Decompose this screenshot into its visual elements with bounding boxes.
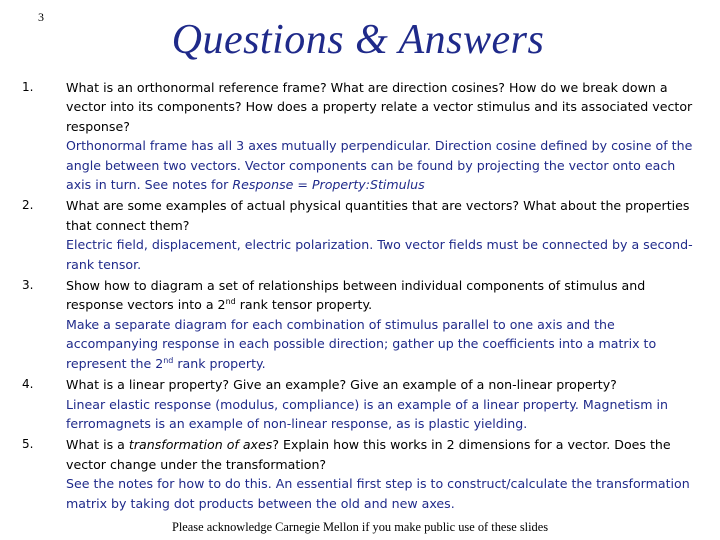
item-number: 5. — [22, 437, 34, 452]
qa-item-3 — [22, 276, 700, 373]
qa-item-5 — [22, 435, 700, 513]
answer-text: Linear elastic response (modulus, compliance) is an example of a linear property. Magnetism in ferromagnets is an example of non-linear response, as is plastic yielding. — [66, 396, 668, 431]
question-text: Show how to diagram a set of relationships between individual components of stimulus and response vectors into a 2nd rank tensor property. — [66, 278, 646, 313]
answer-text: Make a separate diagram for each combination of stimulus parallel to one axis and the accompanying response in each possible direction; gather up the coefficients into a matrix to represent the 2nd rank property. — [66, 316, 657, 371]
question-text: What is an orthonormal reference frame? What are direction cosines? How do we break down a vector into its components? How does a property relate a vector stimulus and its associated vector response? — [66, 80, 693, 134]
question-text: What are some examples of actual physical quantities that are vectors? What about the properties that connect them? — [66, 198, 690, 233]
answer-text: Electric field, displacement, electric polarization. Two vector fields must be connected by a second-rank tensor. — [66, 237, 693, 272]
qa-list — [22, 78, 700, 515]
item-number: 1. — [22, 80, 34, 94]
item-number: 2. — [22, 198, 34, 213]
answer-text: Orthonormal frame has all 3 axes mutually perpendicular. Direction cosine defined by cosine of the angle between two vectors. Vector components can be found by projecting the vector onto each axis in turn. See notes for Response = Property:Stimulus — [66, 138, 693, 193]
qa-item-2 — [22, 196, 700, 274]
question-text: What is a linear property? Give an example? Give an example of a non-linear property? — [66, 377, 617, 393]
item-number: 3. — [22, 278, 34, 293]
slide-title: Questions & Answers — [171, 17, 545, 63]
answer-text: See the notes for how to do this. An essential first step is to construct/calculate the transformation matrix by taking dot products between the old and new axes. — [66, 476, 690, 511]
footer-note: Please acknowledge Carnegie Mellon if you make public use of these slides — [171, 520, 549, 534]
question-text: What is a transformation of axes? Explain how this works in 2 dimensions for a vector. Does the vector change under the transformation? — [66, 437, 671, 472]
slide-number: 3 — [38, 10, 44, 24]
qa-item-4 — [22, 375, 700, 433]
qa-item-1 — [22, 78, 700, 194]
item-number: 4. — [22, 377, 34, 392]
